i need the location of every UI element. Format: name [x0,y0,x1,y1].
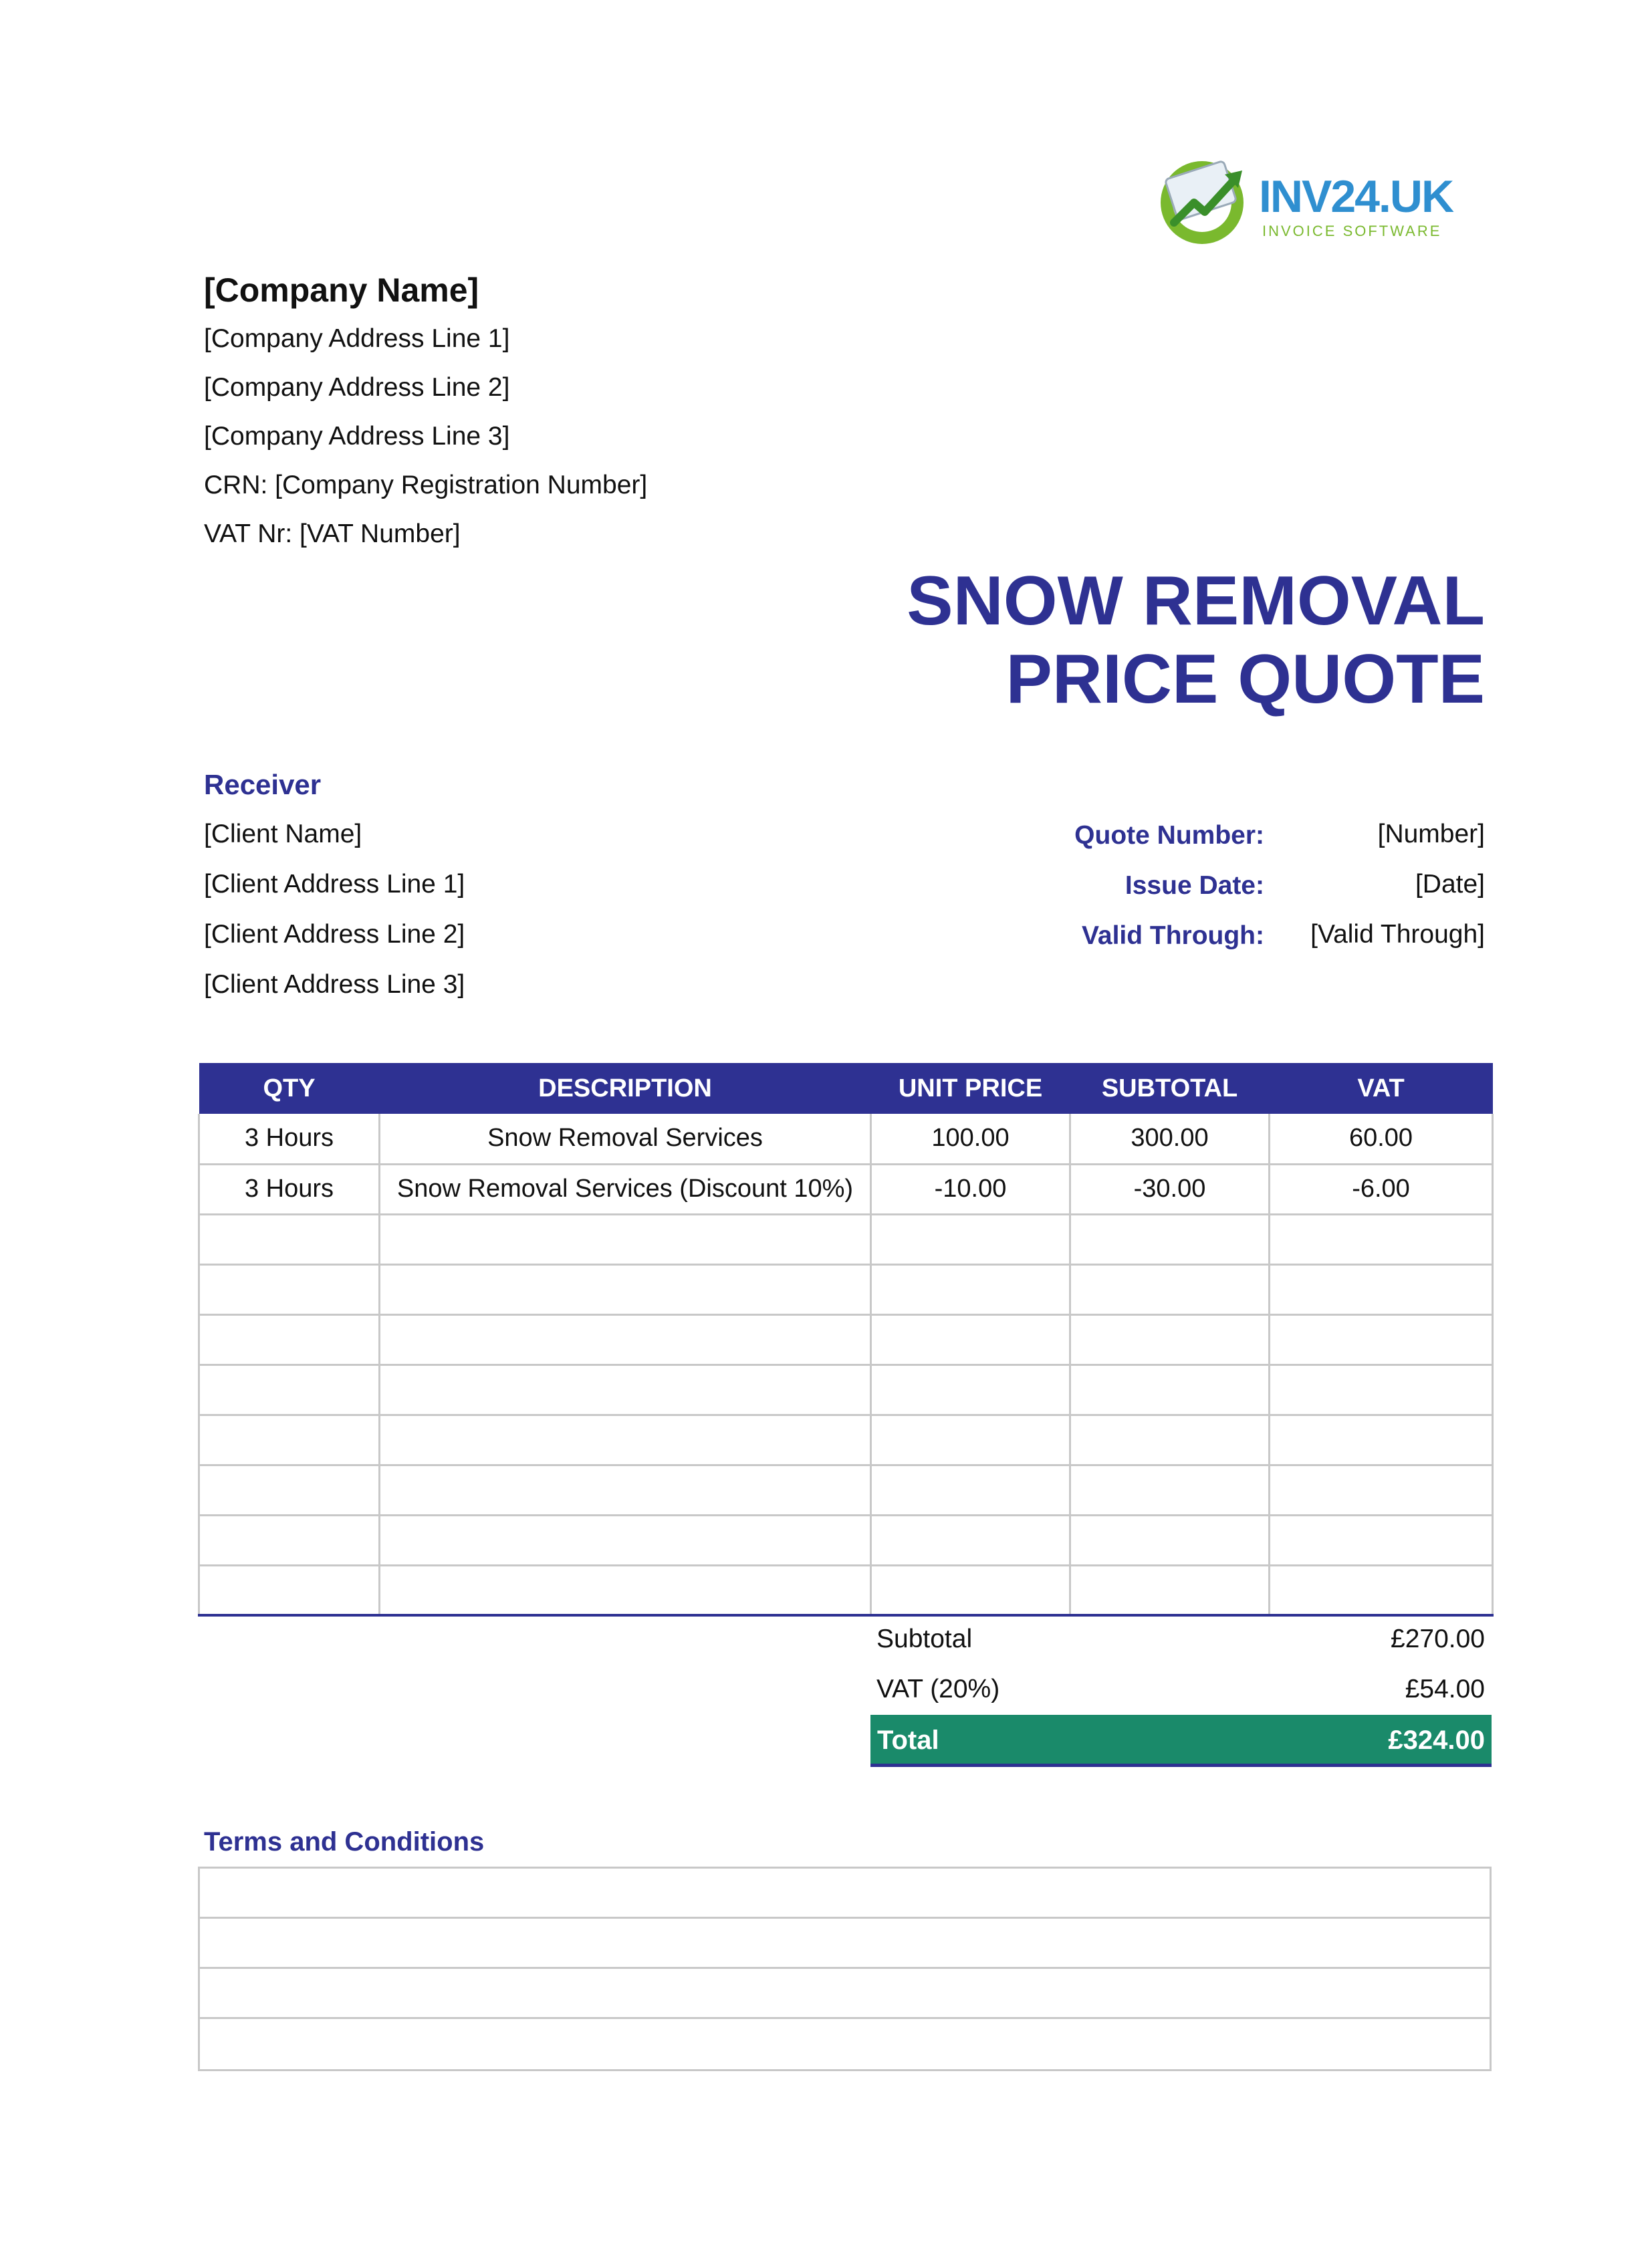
document-title-line-2: PRICE QUOTE [1006,640,1485,718]
cell-unit-price: -10.00 [871,1164,1070,1214]
terms-row [200,1969,1490,2019]
company-name: [Company Name] [204,271,479,309]
subtotal-value: £270.00 [1391,1625,1485,1653]
header-vat: VAT [1270,1063,1493,1114]
client-address-line-1: [Client Address Line 1] [204,870,465,899]
issue-date-label: Issue Date: [1125,871,1264,900]
empty-table-row [199,1465,1493,1515]
empty-table-row [199,1314,1493,1365]
valid-through-label: Valid Through: [1082,921,1264,950]
grand-total-label: Total [877,1726,939,1755]
cell-vat: 60.00 [1270,1114,1493,1164]
company-address-line-3: [Company Address Line 3] [204,422,510,451]
client-name: [Client Name] [204,820,362,848]
company-crn: CRN: [Company Registration Number] [204,471,648,499]
line-items-table [198,1063,1494,1617]
terms-box [198,1867,1492,2071]
terms-row [200,1919,1490,1969]
empty-table-row [199,1365,1493,1415]
document-title-line-1: SNOW REMOVAL [907,562,1485,640]
cell-unit-price: 100.00 [871,1114,1070,1164]
quote-number-value: [Number] [1377,820,1485,848]
terms-heading: Terms and Conditions [204,1827,485,1857]
client-address-line-2: [Client Address Line 2] [204,920,465,949]
company-address-line-1: [Company Address Line 1] [204,324,510,353]
terms-row [200,1869,1490,1919]
header-unit-price: UNIT PRICE [871,1063,1070,1114]
grand-total-bar [870,1715,1492,1767]
company-vat: VAT Nr: [VAT Number] [204,519,461,548]
brand-logo [1155,150,1453,251]
quote-number-label: Quote Number: [1074,821,1264,850]
chart-arrow-logo-icon [1155,150,1256,251]
cell-description: Snow Removal Services (Discount 10%) [380,1164,871,1214]
empty-table-row [199,1565,1493,1615]
empty-table-row [199,1264,1493,1314]
logo-brand-text: INV24.UK [1259,171,1453,222]
cell-subtotal: 300.00 [1070,1114,1270,1164]
vat-total-label: VAT (20%) [876,1675,1000,1703]
empty-table-row [199,1415,1493,1465]
cell-subtotal: -30.00 [1070,1164,1270,1214]
header-qty: QTY [199,1063,380,1114]
issue-date-value: [Date] [1415,870,1485,899]
subtotal-label: Subtotal [876,1625,973,1653]
cell-description: Snow Removal Services [380,1114,871,1164]
company-address-line-2: [Company Address Line 2] [204,373,510,402]
table-row [199,1164,1493,1214]
cell-qty: 3 Hours [199,1114,380,1164]
cell-qty: 3 Hours [199,1164,380,1214]
valid-through-value: [Valid Through] [1310,920,1485,949]
empty-table-row [199,1214,1493,1264]
table-header-row [199,1063,1493,1114]
vat-total-value: £54.00 [1405,1675,1485,1703]
empty-table-row [199,1515,1493,1565]
header-subtotal: SUBTOTAL [1070,1063,1270,1114]
terms-row [200,2019,1490,2069]
receiver-heading: Receiver [204,769,322,800]
grand-total-value: £324.00 [1388,1726,1485,1755]
header-description: DESCRIPTION [380,1063,871,1114]
logo-tagline: INVOICE SOFTWARE [1262,223,1442,239]
client-address-line-3: [Client Address Line 3] [204,970,465,999]
table-row [199,1114,1493,1164]
cell-vat: -6.00 [1270,1164,1493,1214]
